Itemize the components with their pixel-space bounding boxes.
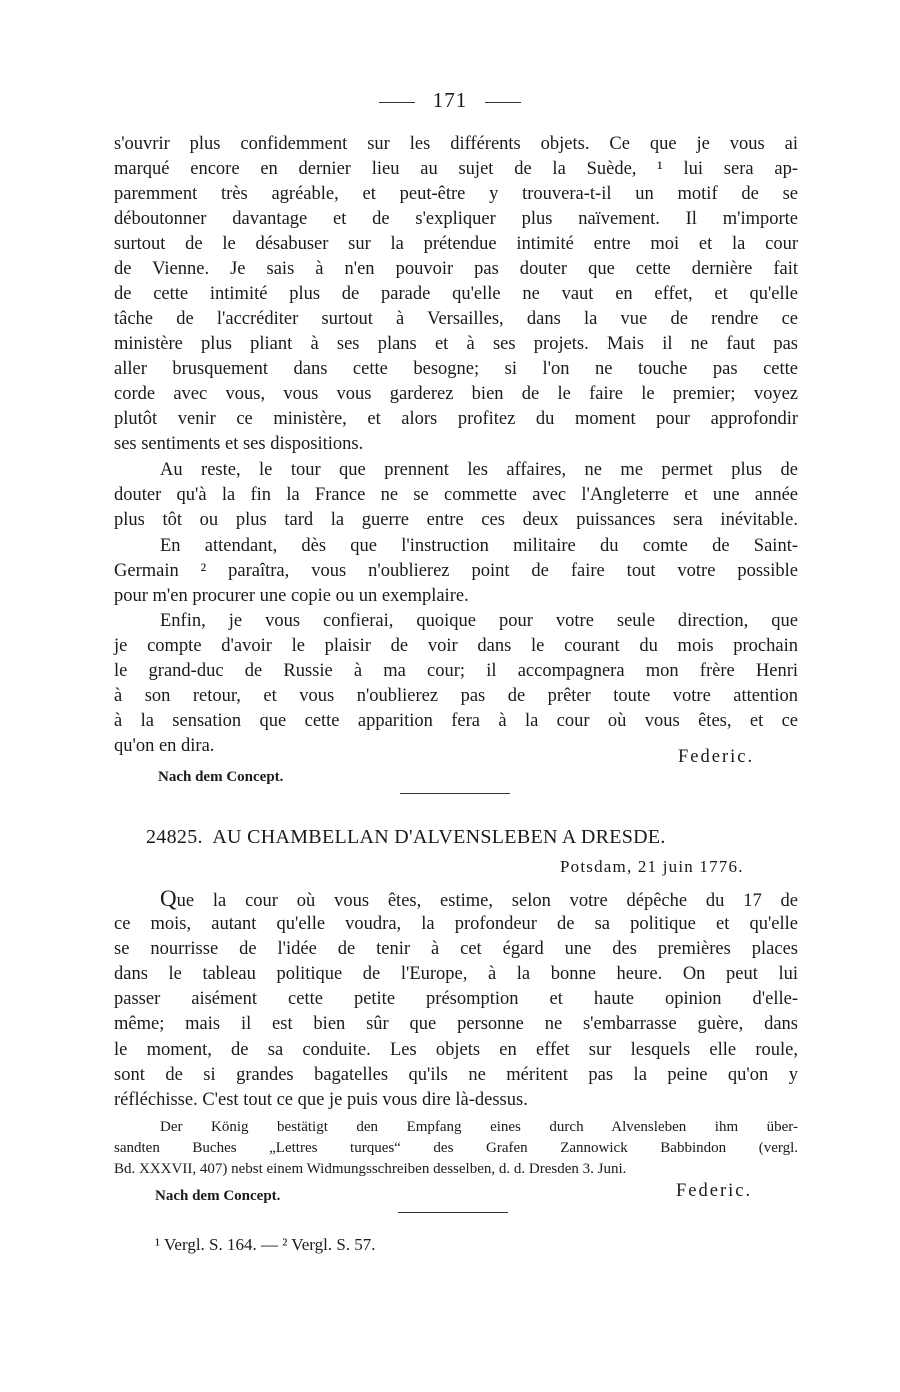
- text-line: le grand-duc de Russie à ma cour; il accompagnera mon frère Henri: [114, 661, 798, 681]
- header-rule-right: [485, 102, 521, 103]
- drop-cap: Q: [160, 886, 177, 911]
- text-line: réfléchisse. C'est tout ce que je puis vous dire là-dessus.: [114, 1090, 528, 1110]
- text-line: passer aisément cette petite présomption et haute opinion d'elle-: [114, 989, 798, 1009]
- text-line: surtout de le désabuser sur la prétendue intimité entre moi et la cour: [114, 234, 798, 254]
- footnotes: ¹ Vergl. S. 164. — ² Vergl. S. 57.: [155, 1235, 376, 1254]
- text-line: aller brusquement dans cette besogne; si l'on ne touche pas cette: [114, 359, 798, 379]
- source-note: Nach dem Concept.: [158, 769, 284, 785]
- text-line: même; mais il est bien sûr que personne ne s'embarrasse guère, dans: [114, 1014, 798, 1034]
- text-line: ce mois, autant qu'elle voudra, la profondeur de sa politique et qu'elle: [114, 914, 798, 934]
- text-line: à son retour, et vous n'oublierez pas de prêter toute votre attention: [114, 686, 798, 706]
- text-line: Germain ² paraîtra, vous n'oublierez point de faire tout votre possible: [114, 561, 798, 581]
- text-line: de cette intimité plus de parade qu'elle ne vaut en effet, et qu'elle: [114, 284, 798, 304]
- page-number: 171: [432, 88, 468, 112]
- dateline: Potsdam, 21 juin 1776.: [560, 857, 744, 876]
- text-line: plus tôt ou plus tard la guerre entre ces deux puissances sera inévitable.: [114, 510, 798, 530]
- text-line: pour m'en procurer une copie ou un exemplaire.: [114, 586, 469, 606]
- text-line: plutôt venir ce ministère, et alors profitez du moment pour approfondir: [114, 409, 798, 429]
- page-header: [0, 88, 900, 113]
- section-divider: [400, 793, 510, 794]
- note-line: Der König bestätigt den Empfang eines durch Alvensleben ihm über-: [160, 1119, 798, 1135]
- text-line: tâche de l'accréditer surtout à Versailles, dans la vue de rendre ce: [114, 309, 798, 329]
- source-note: Nach dem Concept.: [155, 1188, 281, 1204]
- text-line: qu'on en dira.: [114, 736, 215, 756]
- text-line: le moment, de sa conduite. Les objets en effet sur lesquels elle roule,: [114, 1040, 798, 1060]
- text-line: paremment très agréable, et peut-être y trouvera-t-il un motif de se: [114, 184, 798, 204]
- letter-number: 24825.: [146, 826, 203, 848]
- text-line: marqué encore en dernier lieu au sujet de la Suède, ¹ lui sera ap-: [114, 159, 798, 179]
- text-line-content: ue la cour où vous êtes, estime, selon votre dépêche du 17 de: [176, 891, 798, 911]
- text-line: sont de si grandes bagatelles qu'ils ne méritent pas la peine qu'on y: [114, 1065, 798, 1085]
- text-line: déboutonner davantage et de s'expliquer plus naïvement. Il m'importe: [114, 209, 798, 229]
- text-line: ses sentiments et ses dispositions.: [114, 434, 364, 454]
- text-line: ministère plus pliant à ses plans et à ses projets. Mais il ne faut pas: [114, 334, 798, 354]
- text-line: je compte d'avoir le plaisir de voir dans le courant du mois prochain: [114, 636, 798, 656]
- text-line: dans le tableau politique de l'Europe, à la bonne heure. On peut lui: [114, 964, 798, 984]
- letter-title: AU CHAMBELLAN D'ALVENSLEBEN A DRESDE.: [212, 826, 666, 848]
- text-line: se nourrisse de l'idée de tenir à cet égard une des premières places: [114, 939, 798, 959]
- text-line: [160, 886, 798, 914]
- text-line: Enfin, je vous confierai, quoique pour votre seule direction, que: [160, 611, 798, 631]
- header-rule-left: [379, 102, 415, 103]
- signature: Federic.: [678, 747, 755, 767]
- section-divider: [398, 1212, 508, 1213]
- letter-heading: [146, 826, 666, 849]
- text-line: de Vienne. Je sais à n'en pouvoir pas douter que cette dernière fait: [114, 259, 798, 279]
- text-line: à la sensation que cette apparition fera à la cour où vous êtes, et ce: [114, 711, 798, 731]
- text-line: corde avec vous, vous vous garderez bien de le faire le premier; voyez: [114, 384, 798, 404]
- text-line: En attendant, dès que l'instruction militaire du comte de Saint-: [160, 536, 798, 556]
- note-line: Bd. XXXVII, 407) nebst einem Widmungsschreiben desselben, d. d. Dresden 3. Juni.: [114, 1161, 627, 1177]
- text-line: Au reste, le tour que prennent les affaires, ne me permet plus de: [160, 460, 798, 480]
- note-line: sandten Buches „Lettres turques“ des Grafen Zannowick Babbindon (vergl.: [114, 1140, 798, 1156]
- signature: Federic.: [676, 1181, 753, 1201]
- text-line: douter qu'à la fin la France ne se commette avec l'Angleterre et une année: [114, 485, 798, 505]
- text-line: s'ouvrir plus confidemment sur les différents objets. Ce que je vous ai: [114, 134, 798, 154]
